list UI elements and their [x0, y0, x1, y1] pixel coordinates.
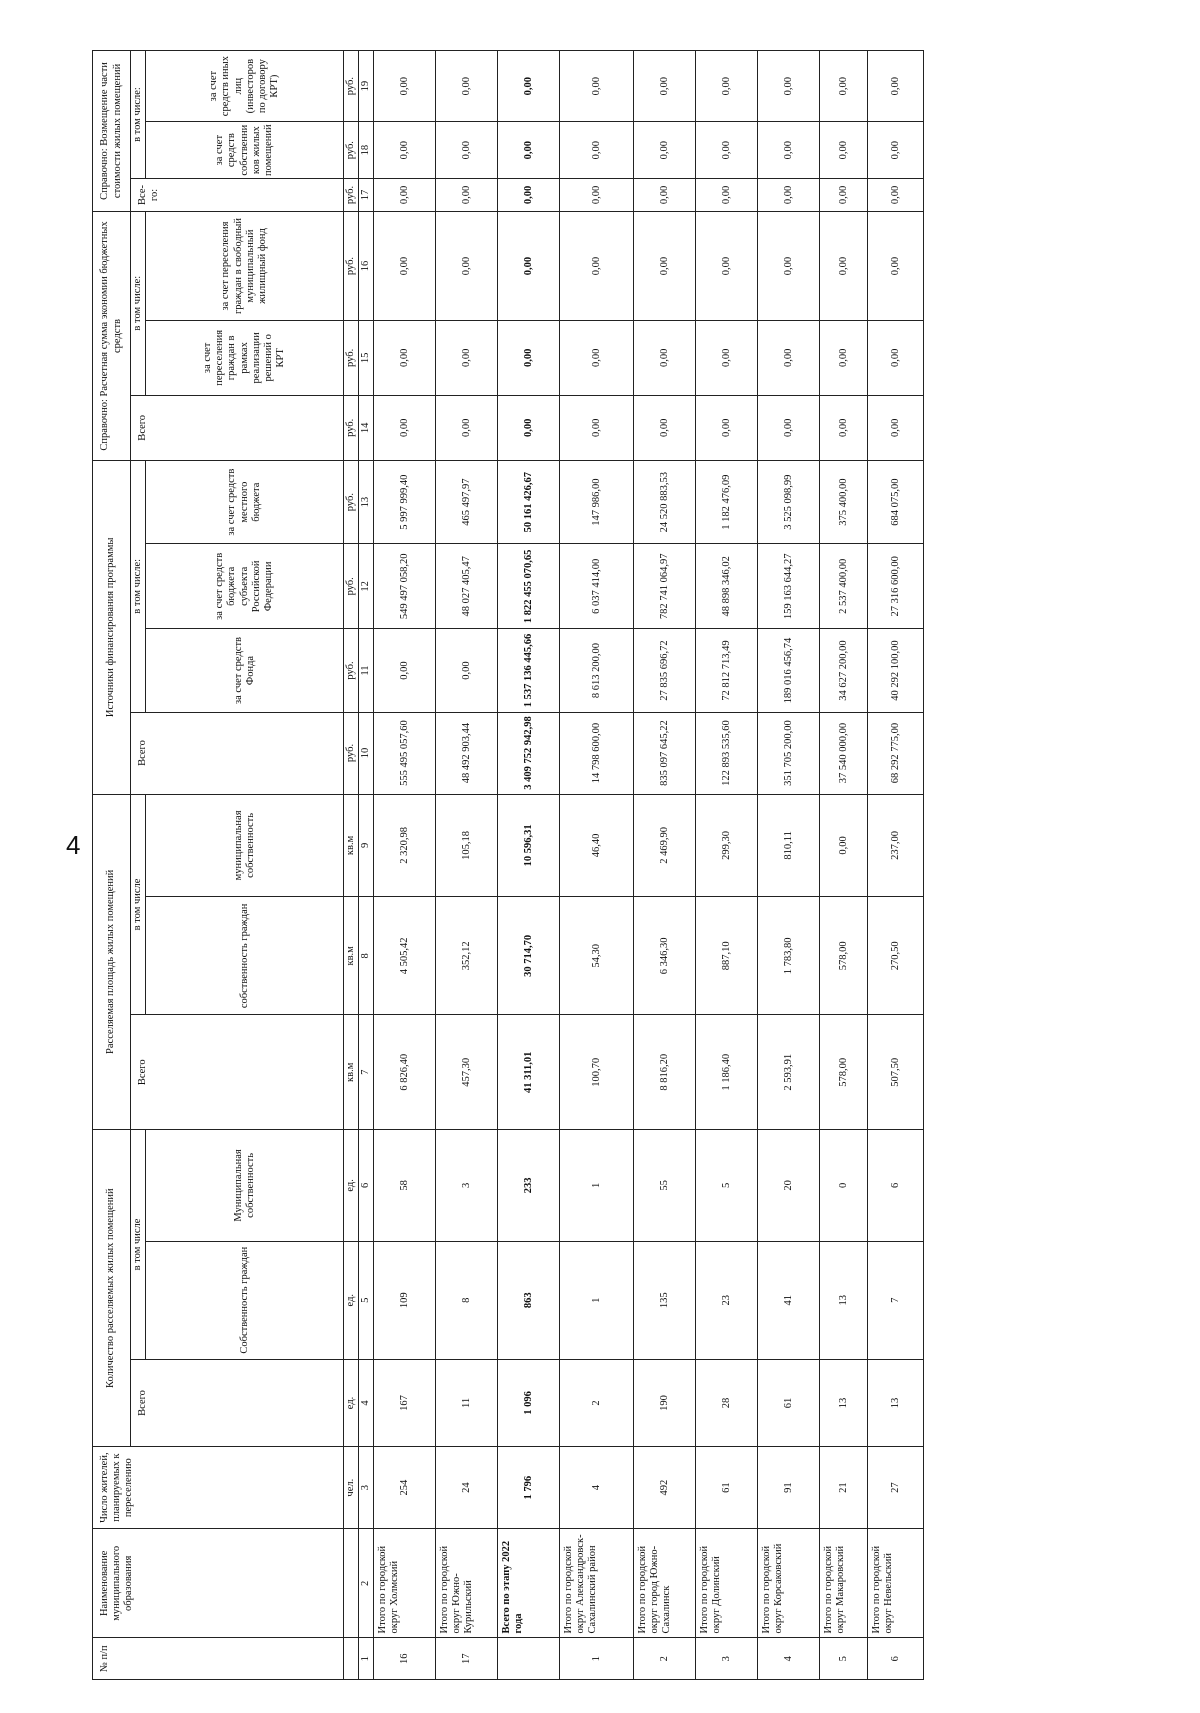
table-row: [560, 51, 634, 1680]
row-cell-f-local: 5 997 999,40: [374, 461, 436, 544]
column-number: 2: [359, 1529, 374, 1638]
row-cell-residents: 4: [560, 1447, 634, 1529]
row-cell-r-total: 0,00: [868, 179, 924, 212]
row-number: 5: [820, 1638, 868, 1680]
row-cell-r-owners: 0,00: [634, 122, 696, 179]
header-count-citizens: Собственность граждан: [146, 1241, 344, 1359]
header-municipality: Наименование муниципального образования: [93, 1529, 344, 1638]
row-cell-a-municipal: 810,11: [758, 794, 820, 897]
row-municipality-name: Итого по городской округ Корсаковский: [758, 1529, 820, 1638]
row-cell-f-fund: 34 627 200,00: [820, 629, 868, 712]
header-row-no: № п/п: [93, 1638, 344, 1680]
header-economy-total: Всего: [131, 395, 344, 461]
row-municipality-name: Итого по городской округ Холмский: [374, 1529, 436, 1638]
header-area-total: Всего: [131, 1015, 344, 1130]
row-cell-c-citizens: 7: [868, 1241, 924, 1359]
row-cell-c-citizens: 23: [696, 1241, 758, 1359]
header-refund-investors: за счет средств иных лиц (инвесторов по договору КРТ): [146, 51, 344, 122]
row-cell-r-investors: 0,00: [634, 51, 696, 122]
page-number: 4: [66, 830, 81, 860]
header-economy-incl: в том числе:: [131, 211, 146, 395]
header-finance-fund: за счет средств Фонда: [146, 629, 344, 712]
column-numbers-row: [359, 51, 374, 1680]
row-cell-a-municipal: 10 596,31: [498, 794, 560, 897]
row-number: 16: [374, 1638, 436, 1680]
table-row: [696, 51, 758, 1680]
row-cell-e-krt: 0,00: [634, 321, 696, 395]
row-cell-f-total: 835 097 645,22: [634, 712, 696, 794]
row-cell-r-investors: 0,00: [820, 51, 868, 122]
row-cell-f-total: 37 540 000,00: [820, 712, 868, 794]
row-cell-c-total: 61: [758, 1359, 820, 1446]
row-cell-residents: 1 796: [498, 1447, 560, 1529]
resettlement-table: [92, 50, 924, 1680]
row-cell-r-total: 0,00: [560, 179, 634, 212]
row-number: 17: [436, 1638, 498, 1680]
row-cell-c-total: 11: [436, 1359, 498, 1446]
row-number: 1: [560, 1638, 634, 1680]
row-cell-e-krt: 0,00: [696, 321, 758, 395]
row-municipality-name: Итого по городской округ Макаровский: [820, 1529, 868, 1638]
row-cell-residents: 492: [634, 1447, 696, 1529]
unit-cell: чел.: [344, 1447, 359, 1529]
table-row: [820, 51, 868, 1680]
row-cell-c-total: 2: [560, 1359, 634, 1446]
row-cell-r-total: 0,00: [374, 179, 436, 212]
row-municipality-name: Итого по городской округ Долинский: [696, 1529, 758, 1638]
row-cell-f-subject: 48 898 346,02: [696, 544, 758, 629]
row-cell-r-investors: 0,00: [498, 51, 560, 122]
row-cell-r-total: 0,00: [634, 179, 696, 212]
row-cell-a-total: 41 311,01: [498, 1015, 560, 1130]
row-cell-c-municipal: 0: [820, 1130, 868, 1242]
row-cell-a-total: 8 816,20: [634, 1015, 696, 1130]
row-cell-f-subject: 1 822 455 070,65: [498, 544, 560, 629]
row-cell-c-total: 190: [634, 1359, 696, 1446]
column-number: 7: [359, 1015, 374, 1130]
row-cell-f-local: 24 520 883,53: [634, 461, 696, 544]
row-cell-e-krt: 0,00: [374, 321, 436, 395]
row-municipality-name: Итого по городской округ Александровск-Сахалинский район: [560, 1529, 634, 1638]
row-cell-c-total: 13: [868, 1359, 924, 1446]
row-cell-a-municipal: 0,00: [820, 794, 868, 897]
row-cell-c-citizens: 135: [634, 1241, 696, 1359]
row-cell-f-fund: 27 835 696,72: [634, 629, 696, 712]
row-cell-f-subject: 2 537 400,00: [820, 544, 868, 629]
row-cell-e-free: 0,00: [498, 211, 560, 320]
row-cell-f-fund: 8 613 200,00: [560, 629, 634, 712]
unit-cell: кв.м: [344, 794, 359, 897]
column-number: 15: [359, 321, 374, 395]
row-cell-r-investors: 0,00: [436, 51, 498, 122]
header-count-group: Количество расселяемых жилых помещений: [93, 1130, 131, 1447]
row-cell-e-total: 0,00: [696, 395, 758, 461]
row-cell-a-citizens: 30 714,70: [498, 897, 560, 1015]
row-cell-f-total: 14 798 600,00: [560, 712, 634, 794]
header-residents: Число жителей, планируемых к переселению: [93, 1447, 344, 1529]
units-row: [344, 51, 359, 1680]
row-cell-f-subject: 159 163 644,27: [758, 544, 820, 629]
row-cell-e-total: 0,00: [436, 395, 498, 461]
row-cell-f-subject: 27 316 600,00: [868, 544, 924, 629]
row-cell-a-citizens: 4 505,42: [374, 897, 436, 1015]
header-refund-owners: за счет средств собственников жилых помещений: [146, 122, 344, 179]
row-cell-e-krt: 0,00: [436, 321, 498, 395]
header-economy-krt: за счет переселения граждан в рамках реализации решений о КРТ: [146, 321, 344, 395]
row-cell-e-free: 0,00: [374, 211, 436, 320]
row-cell-f-local: 465 497,97: [436, 461, 498, 544]
row-cell-c-municipal: 55: [634, 1130, 696, 1242]
row-cell-a-municipal: 2 469,90: [634, 794, 696, 897]
row-cell-a-municipal: 46,40: [560, 794, 634, 897]
column-number: 14: [359, 395, 374, 461]
table-row: [498, 51, 560, 1680]
row-cell-a-citizens: 887,10: [696, 897, 758, 1015]
row-cell-f-subject: 782 741 064,97: [634, 544, 696, 629]
row-cell-a-total: 100,70: [560, 1015, 634, 1130]
row-cell-f-fund: 0,00: [436, 629, 498, 712]
row-cell-r-owners: 0,00: [436, 122, 498, 179]
row-municipality-name: Итого по городской округ город Южно-Сахалинск: [634, 1529, 696, 1638]
header-finance-group: Источники финансирования программы: [93, 461, 131, 794]
unit-cell: [344, 1529, 359, 1638]
row-cell-f-subject: 48 027 405,47: [436, 544, 498, 629]
row-cell-c-total: 1 096: [498, 1359, 560, 1446]
row-cell-r-total: 0,00: [436, 179, 498, 212]
row-cell-f-local: 684 075,00: [868, 461, 924, 544]
row-cell-f-local: 375 400,00: [820, 461, 868, 544]
row-cell-r-owners: 0,00: [758, 122, 820, 179]
unit-cell: руб.: [344, 211, 359, 320]
row-cell-f-total: 68 292 775,00: [868, 712, 924, 794]
row-cell-f-fund: 189 016 456,74: [758, 629, 820, 712]
row-cell-a-citizens: 6 346,30: [634, 897, 696, 1015]
row-cell-f-fund: 1 537 136 445,66: [498, 629, 560, 712]
row-cell-e-krt: 0,00: [868, 321, 924, 395]
row-cell-e-krt: 0,00: [758, 321, 820, 395]
unit-cell: руб.: [344, 51, 359, 122]
column-number: 1: [359, 1638, 374, 1680]
row-cell-residents: 27: [868, 1447, 924, 1529]
row-cell-e-free: 0,00: [696, 211, 758, 320]
row-cell-e-total: 0,00: [820, 395, 868, 461]
unit-cell: руб.: [344, 321, 359, 395]
row-cell-r-investors: 0,00: [374, 51, 436, 122]
unit-cell: кв.м: [344, 897, 359, 1015]
row-cell-c-citizens: 863: [498, 1241, 560, 1359]
unit-cell: руб.: [344, 122, 359, 179]
header-count-incl: в том числе: [131, 1130, 146, 1360]
row-cell-e-free: 0,00: [758, 211, 820, 320]
row-number: 6: [868, 1638, 924, 1680]
header-economy-free: за счет переселения граждан в свободный муниципальный жилищный фонд: [146, 211, 344, 320]
unit-cell: руб.: [344, 395, 359, 461]
row-cell-r-owners: 0,00: [696, 122, 758, 179]
row-cell-a-citizens: 578,00: [820, 897, 868, 1015]
unit-cell: кв.м: [344, 1015, 359, 1130]
row-cell-f-local: 50 161 426,67: [498, 461, 560, 544]
row-cell-r-owners: 0,00: [374, 122, 436, 179]
column-number: 17: [359, 179, 374, 212]
row-cell-c-citizens: 8: [436, 1241, 498, 1359]
unit-cell: ед.: [344, 1359, 359, 1446]
table-row: [374, 51, 436, 1680]
row-cell-e-krt: 0,00: [820, 321, 868, 395]
header-count-total: Всего: [131, 1359, 344, 1446]
row-cell-r-investors: 0,00: [868, 51, 924, 122]
row-cell-c-total: 167: [374, 1359, 436, 1446]
row-cell-e-free: 0,00: [868, 211, 924, 320]
unit-cell: руб.: [344, 629, 359, 712]
column-number: 9: [359, 794, 374, 897]
header-refund-group: Справочно: Возмещение части стоимости жилых помещений: [93, 51, 131, 212]
row-cell-r-owners: 0,00: [820, 122, 868, 179]
unit-cell: ед.: [344, 1241, 359, 1359]
row-cell-a-municipal: 2 320,98: [374, 794, 436, 897]
row-cell-e-krt: 0,00: [498, 321, 560, 395]
unit-cell: руб.: [344, 712, 359, 794]
row-cell-a-total: 2 593,91: [758, 1015, 820, 1130]
header-area-incl: в том числе: [131, 794, 146, 1015]
row-cell-e-total: 0,00: [560, 395, 634, 461]
row-cell-e-total: 0,00: [868, 395, 924, 461]
row-cell-r-investors: 0,00: [560, 51, 634, 122]
row-number: [498, 1638, 560, 1680]
row-number: 3: [696, 1638, 758, 1680]
row-number: 4: [758, 1638, 820, 1680]
table-row: [436, 51, 498, 1680]
row-cell-a-total: 507,50: [868, 1015, 924, 1130]
row-cell-r-total: 0,00: [758, 179, 820, 212]
row-cell-e-total: 0,00: [374, 395, 436, 461]
column-number: 19: [359, 51, 374, 122]
row-municipality-name: Всего по этапу 2022 года: [498, 1529, 560, 1638]
row-cell-residents: 61: [696, 1447, 758, 1529]
header-refund-total: Все-го:: [131, 179, 344, 212]
header-finance-local: за счет средств местного бюджета: [146, 461, 344, 544]
row-cell-e-krt: 0,00: [560, 321, 634, 395]
row-cell-c-citizens: 13: [820, 1241, 868, 1359]
row-cell-residents: 21: [820, 1447, 868, 1529]
column-number: 13: [359, 461, 374, 544]
row-cell-e-free: 0,00: [436, 211, 498, 320]
row-cell-residents: 91: [758, 1447, 820, 1529]
row-cell-f-total: 122 893 535,60: [696, 712, 758, 794]
column-number: 3: [359, 1447, 374, 1529]
row-cell-c-citizens: 109: [374, 1241, 436, 1359]
row-cell-a-total: 6 826,40: [374, 1015, 436, 1130]
row-cell-a-total: 578,00: [820, 1015, 868, 1130]
row-cell-e-free: 0,00: [560, 211, 634, 320]
unit-cell: [344, 1638, 359, 1680]
column-number: 6: [359, 1130, 374, 1242]
row-cell-c-municipal: 3: [436, 1130, 498, 1242]
column-number: 16: [359, 211, 374, 320]
column-number: 11: [359, 629, 374, 712]
row-cell-c-citizens: 1: [560, 1241, 634, 1359]
row-cell-e-total: 0,00: [634, 395, 696, 461]
row-cell-f-total: 555 495 057,60: [374, 712, 436, 794]
header-economy-group: Справочно: Расчетная сумма экономии бюджетных средств: [93, 211, 131, 460]
row-cell-a-citizens: 352,12: [436, 897, 498, 1015]
row-cell-e-free: 0,00: [634, 211, 696, 320]
table-row: [758, 51, 820, 1680]
row-cell-a-total: 1 186,40: [696, 1015, 758, 1130]
row-cell-f-fund: 0,00: [374, 629, 436, 712]
row-cell-f-total: 3 409 752 942,98: [498, 712, 560, 794]
row-cell-f-total: 351 705 200,00: [758, 712, 820, 794]
header-finance-total: Всего: [131, 712, 344, 794]
row-cell-e-total: 0,00: [758, 395, 820, 461]
header-finance-subject: за счет средств бюджета субъекта Российской Федерации: [146, 544, 344, 629]
row-cell-r-owners: 0,00: [560, 122, 634, 179]
row-cell-c-citizens: 41: [758, 1241, 820, 1359]
row-cell-c-total: 13: [820, 1359, 868, 1446]
row-cell-c-total: 28: [696, 1359, 758, 1446]
row-cell-r-investors: 0,00: [696, 51, 758, 122]
row-cell-f-local: 3 525 098,99: [758, 461, 820, 544]
header-area-municipal: муниципальная собственность: [146, 794, 344, 897]
column-number: 4: [359, 1359, 374, 1446]
row-cell-r-total: 0,00: [820, 179, 868, 212]
row-cell-c-municipal: 5: [696, 1130, 758, 1242]
unit-cell: руб.: [344, 544, 359, 629]
row-cell-f-local: 147 986,00: [560, 461, 634, 544]
row-cell-r-owners: 0,00: [498, 122, 560, 179]
header-refund-incl: в том числе:: [131, 51, 146, 179]
row-cell-f-local: 1 182 476,09: [696, 461, 758, 544]
column-number: 10: [359, 712, 374, 794]
row-cell-r-investors: 0,00: [758, 51, 820, 122]
column-number: 18: [359, 122, 374, 179]
row-cell-a-total: 457,30: [436, 1015, 498, 1130]
row-cell-a-citizens: 1 783,80: [758, 897, 820, 1015]
unit-cell: руб.: [344, 461, 359, 544]
column-number: 8: [359, 897, 374, 1015]
row-cell-f-fund: 40 292 100,00: [868, 629, 924, 712]
row-cell-r-owners: 0,00: [868, 122, 924, 179]
unit-cell: руб.: [344, 179, 359, 212]
row-cell-a-municipal: 299,30: [696, 794, 758, 897]
row-cell-r-total: 0,00: [696, 179, 758, 212]
row-cell-residents: 254: [374, 1447, 436, 1529]
row-municipality-name: Итого по городской округ Южно-Курильский: [436, 1529, 498, 1638]
table-row: [868, 51, 924, 1680]
header-area-group: Расселяемая площадь жилых помещений: [93, 794, 131, 1130]
unit-cell: ед.: [344, 1130, 359, 1242]
row-cell-c-municipal: 233: [498, 1130, 560, 1242]
row-number: 2: [634, 1638, 696, 1680]
row-cell-f-fund: 72 812 713,49: [696, 629, 758, 712]
row-cell-a-citizens: 54,30: [560, 897, 634, 1015]
rotated-table-wrapper: [92, 50, 1167, 1680]
row-cell-r-total: 0,00: [498, 179, 560, 212]
row-cell-a-citizens: 270,50: [868, 897, 924, 1015]
row-cell-a-municipal: 105,18: [436, 794, 498, 897]
header-area-citizens: собственность граждан: [146, 897, 344, 1015]
table-row: [634, 51, 696, 1680]
row-cell-f-subject: 6 037 414,00: [560, 544, 634, 629]
row-cell-f-subject: 549 497 058,20: [374, 544, 436, 629]
row-cell-e-total: 0,00: [498, 395, 560, 461]
row-cell-c-municipal: 20: [758, 1130, 820, 1242]
column-number: 5: [359, 1241, 374, 1359]
row-cell-a-municipal: 237,00: [868, 794, 924, 897]
column-number: 12: [359, 544, 374, 629]
row-cell-c-municipal: 1: [560, 1130, 634, 1242]
header-count-municipal: Муниципальная собственность: [146, 1130, 344, 1242]
row-cell-e-free: 0,00: [820, 211, 868, 320]
row-cell-c-municipal: 58: [374, 1130, 436, 1242]
header-finance-incl: в том числе:: [131, 461, 146, 712]
row-cell-f-total: 48 492 903,44: [436, 712, 498, 794]
row-cell-c-municipal: 6: [868, 1130, 924, 1242]
row-cell-residents: 24: [436, 1447, 498, 1529]
row-municipality-name: Итого по городской округ Невельский: [868, 1529, 924, 1638]
